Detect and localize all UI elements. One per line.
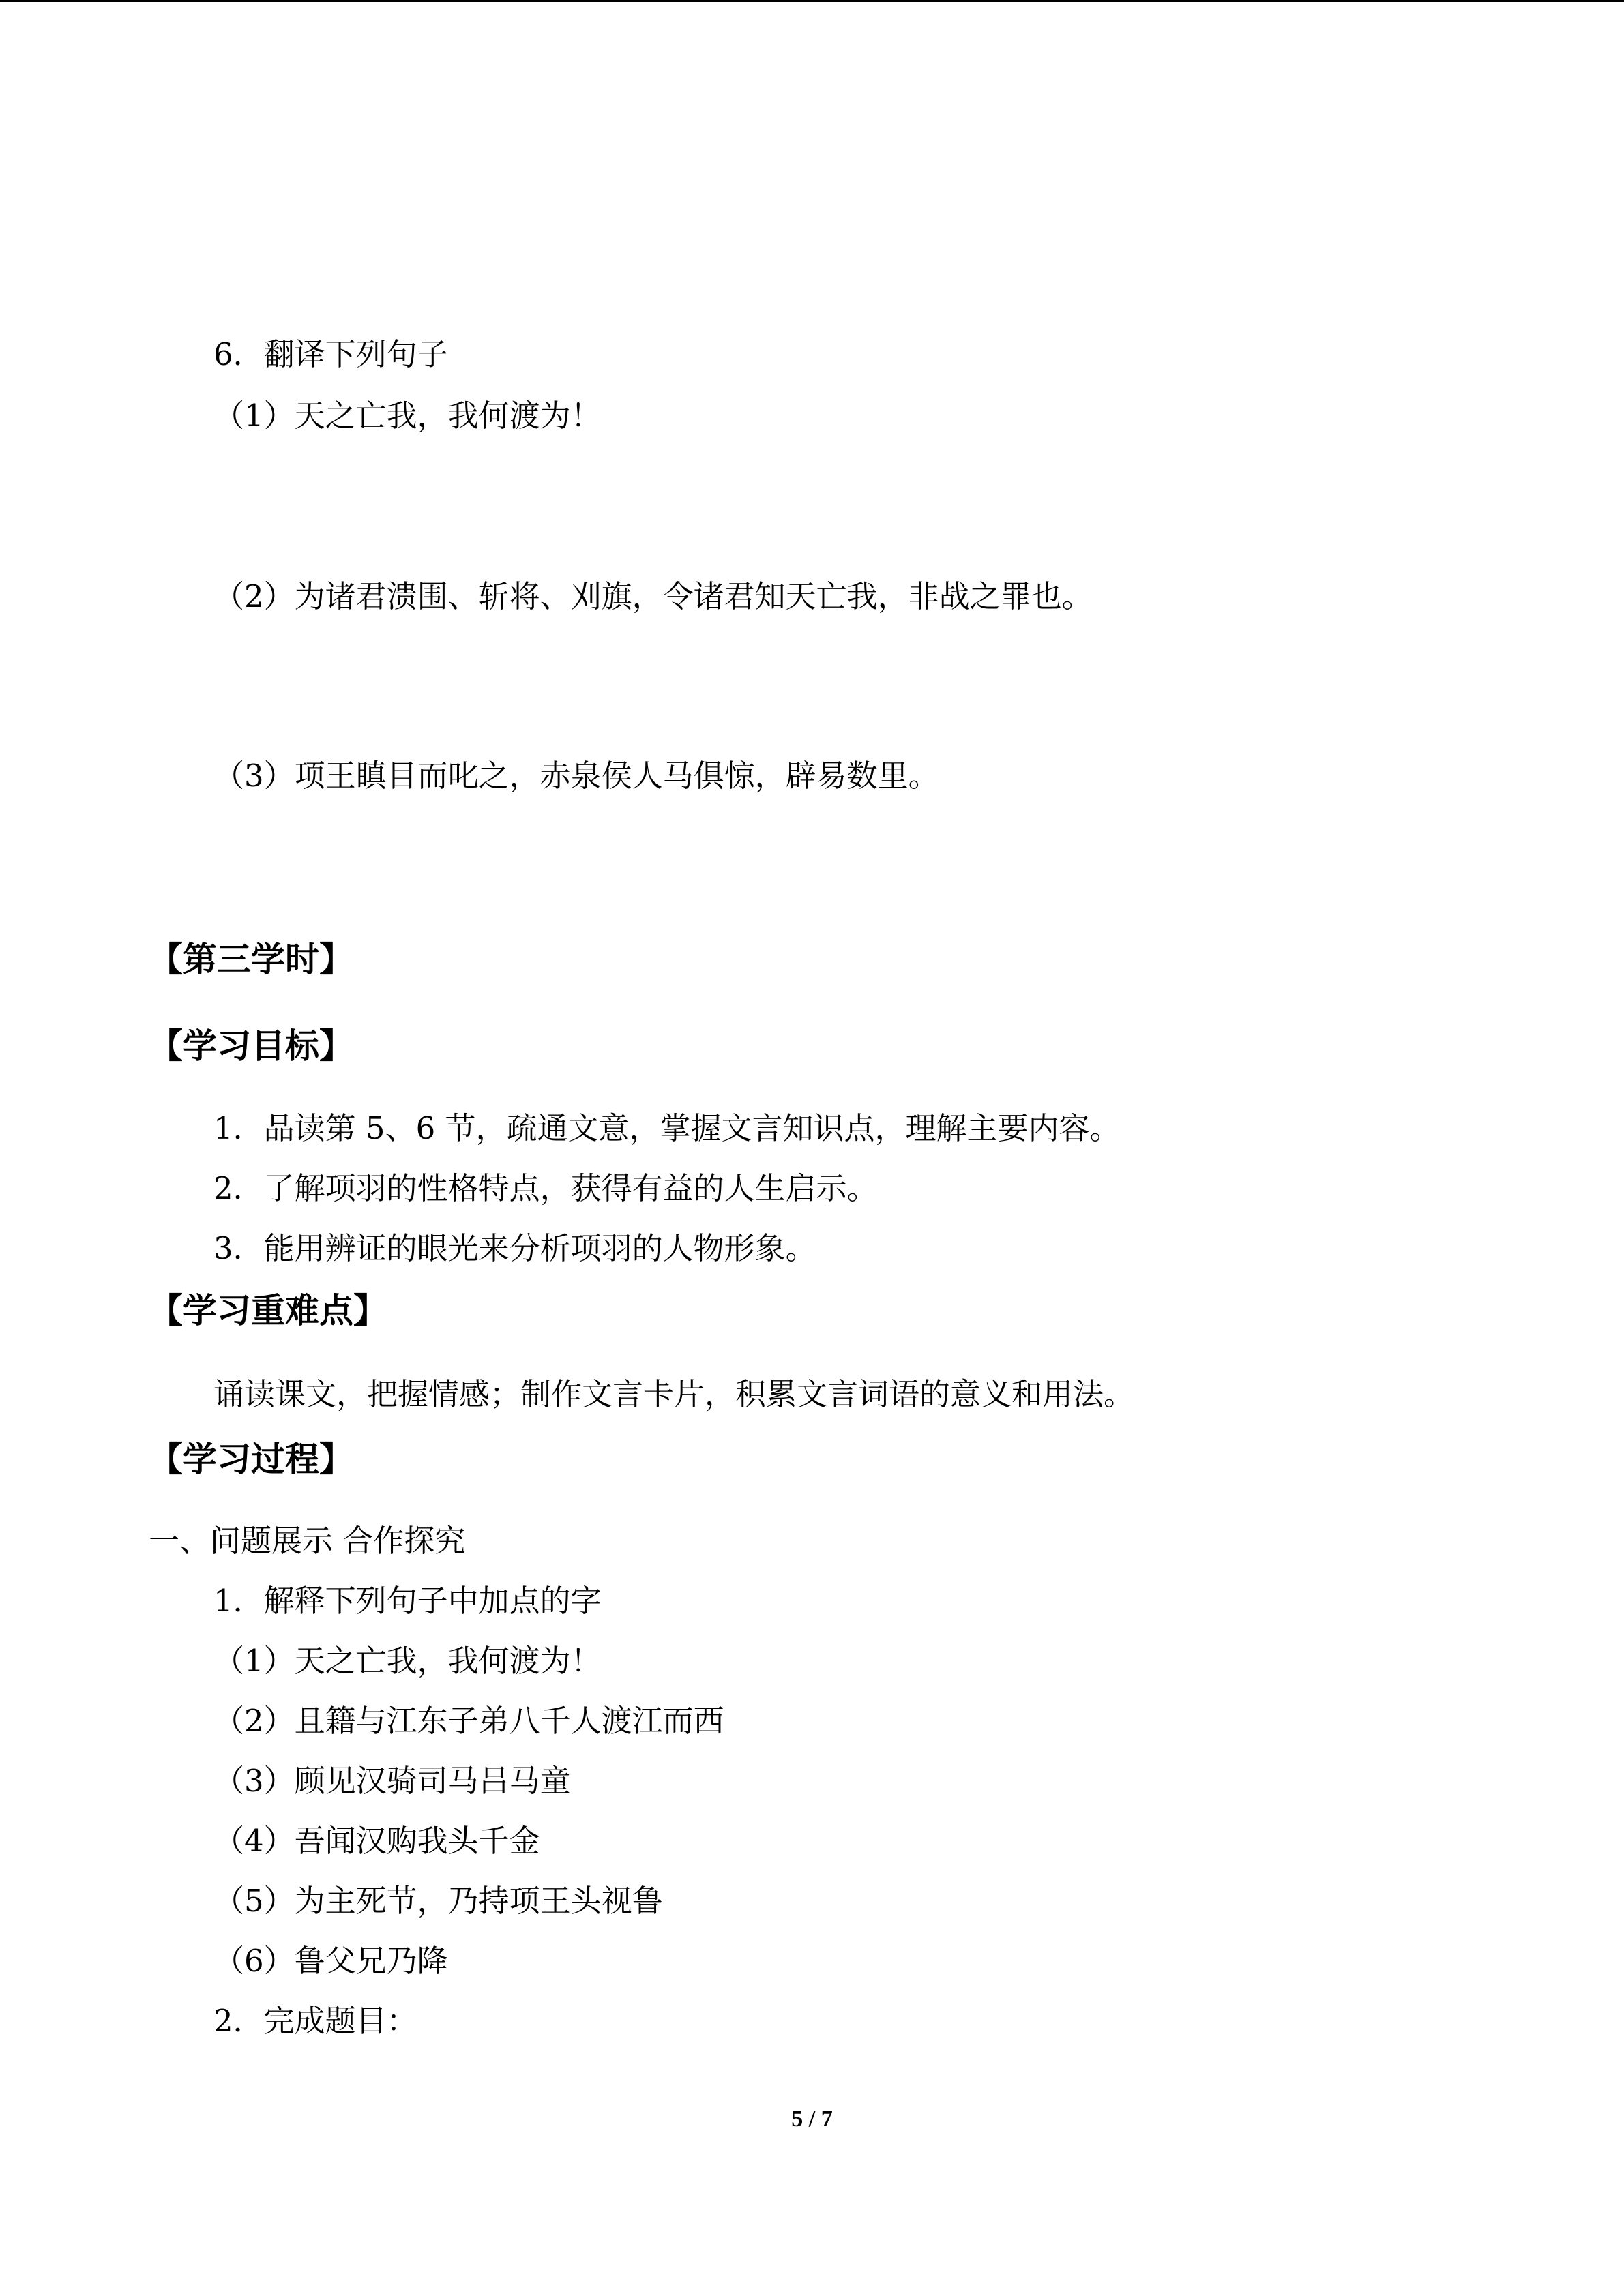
- translate-item: （3）项王瞋目而叱之，赤泉侯人马俱惊，辟易数里。: [213, 758, 939, 794]
- objective-item: 1．品读第 5、6 节，疏通文意，掌握文言知识点，理解主要内容。: [213, 1110, 1121, 1146]
- key-points-text: 诵读课文，把握情感；制作文言卡片，积累文言词语的意义和用法。: [213, 1376, 1135, 1412]
- question-2-title: 2．完成题目：: [213, 2003, 417, 2039]
- process-part-title: 一、问题展示 合作探究: [149, 1523, 466, 1559]
- question-1-item: （1）天之亡我，我何渡为！: [213, 1643, 602, 1679]
- translate-item: （1）天之亡我，我何渡为！: [213, 398, 602, 434]
- question-1-item: （3）顾见汉骑司马吕马童: [213, 1763, 571, 1799]
- question-1-title: 1．解释下列句子中加点的字: [213, 1583, 602, 1619]
- translate-item: （2）为诸君溃围、斩将、刈旗，令诸君知天亡我，非战之罪也。: [213, 578, 1093, 614]
- question-1-item: （2）且籍与江东子弟八千人渡江而西: [213, 1703, 724, 1739]
- objectives-heading: 【学习目标】: [149, 1026, 353, 1066]
- key-points-heading: 【学习重难点】: [149, 1290, 387, 1330]
- top-border: [0, 0, 1624, 2]
- question-1-item: （4）吾闻汉购我头千金: [213, 1823, 540, 1859]
- question-1-item: （6）鲁父兄乃降: [213, 1943, 448, 1979]
- objective-item: 2．了解项羽的性格特点，获得有益的人生启示。: [213, 1170, 878, 1206]
- translate-title: 6．翻译下列句子: [213, 336, 448, 372]
- objective-item: 3．能用辨证的眼光来分析项羽的人物形象。: [213, 1230, 816, 1266]
- page-number: 5 / 7: [791, 2106, 833, 2132]
- question-1-item: （5）为主死节，乃持项王头视鲁: [213, 1883, 663, 1919]
- process-heading: 【学习过程】: [149, 1439, 353, 1479]
- section-heading: 【第三学时】: [149, 939, 353, 979]
